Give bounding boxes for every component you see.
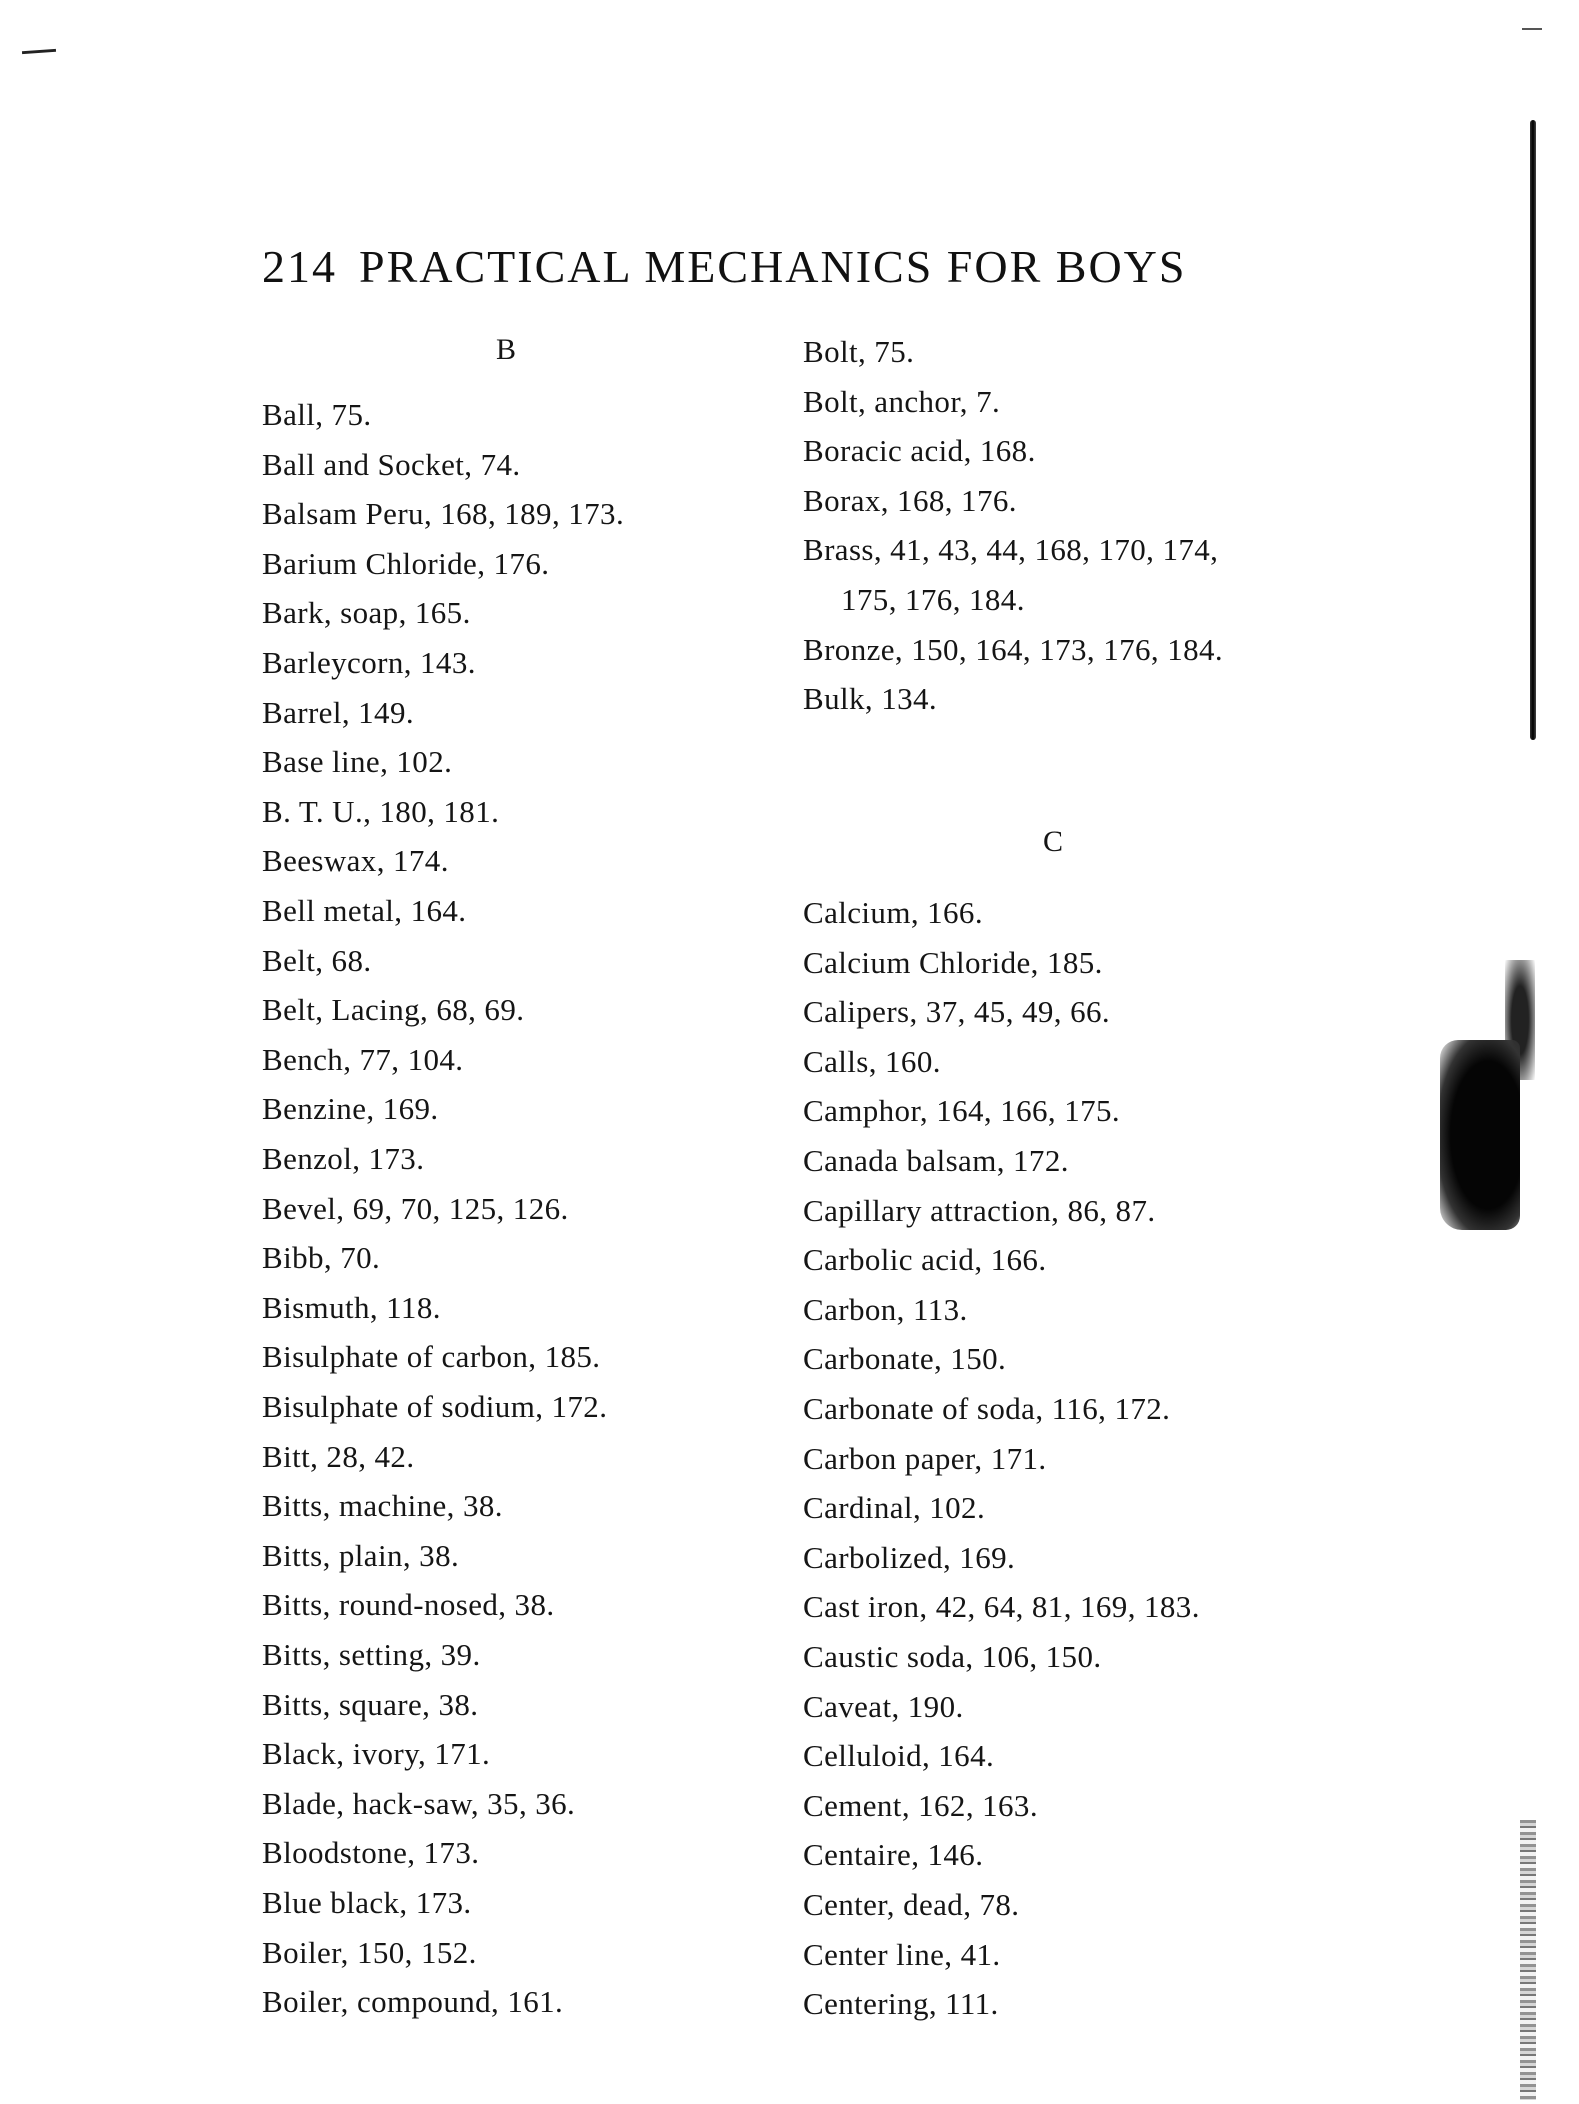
- index-entry: Bell metal, 164.: [262, 893, 467, 928]
- index-entry: Carbolic acid, 166.: [803, 1242, 1047, 1278]
- index-entry: Center, dead, 78.: [803, 1887, 1020, 1922]
- index-entry: Bitts, plain, 38.: [262, 1537, 460, 1573]
- index-entry: Belt, Lacing, 68, 69.: [262, 992, 525, 1028]
- index-entry: Bark, soap, 165.: [262, 595, 471, 631]
- index-entry: Center line, 41.: [803, 1936, 1001, 1972]
- scan-smudge: [1440, 1040, 1520, 1230]
- index-entry: Canada balsam, 172.: [803, 1143, 1069, 1178]
- index-entry: Bench, 77, 104.: [262, 1041, 464, 1077]
- scan-mark: [22, 49, 56, 54]
- index-entry: Benzine, 169.: [262, 1091, 439, 1127]
- index-entry: Carbon, 113.: [803, 1291, 968, 1327]
- index-entry: Barium Chloride, 176.: [262, 545, 550, 581]
- index-entry: Centering, 111.: [803, 1986, 999, 2022]
- index-entry: Balsam Peru, 168, 189, 173.: [262, 496, 625, 532]
- index-entry: Bibb, 70.: [262, 1240, 381, 1276]
- index-entry: Barrel, 149.: [262, 694, 415, 730]
- index-entry: Boiler, compound, 161.: [262, 1984, 564, 2020]
- index-entry: Caustic soda, 106, 150.: [803, 1639, 1102, 1674]
- index-entry: Bitts, machine, 38.: [262, 1488, 503, 1524]
- index-entry: Cement, 162, 163.: [803, 1787, 1038, 1823]
- index-entry: Bisulphate of sodium, 172.: [262, 1389, 608, 1424]
- index-entry: Cardinal, 102.: [803, 1490, 986, 1526]
- section-letter-b: B: [496, 333, 517, 366]
- index-entry: Brass, 41, 43, 44, 168, 170, 174,: [803, 532, 1219, 568]
- index-entry: Calcium Chloride, 185.: [803, 944, 1103, 980]
- index-entry: Bolt, anchor, 7.: [803, 383, 1001, 419]
- index-entry: Bitt, 28, 42.: [262, 1438, 415, 1474]
- index-entry: Carbon paper, 171.: [803, 1440, 1047, 1476]
- index-entry: 175, 176, 184.: [841, 582, 1025, 617]
- index-entry: Borax, 168, 176.: [803, 482, 1017, 518]
- index-entry: Blue black, 173.: [262, 1885, 472, 1920]
- index-entry: Boiler, 150, 152.: [262, 1934, 477, 1970]
- index-entry: Bronze, 150, 164, 173, 176, 184.: [803, 631, 1224, 667]
- index-entry: Beeswax, 174.: [262, 843, 449, 879]
- index-entry: Barleycorn, 143.: [262, 645, 476, 680]
- index-entry: Boracic acid, 168.: [803, 433, 1036, 469]
- index-entry: Belt, 68.: [262, 942, 372, 978]
- index-entry: Ball and Socket, 74.: [262, 446, 521, 482]
- index-entry: Calcium, 166.: [803, 895, 983, 930]
- index-entry: Bitts, square, 38.: [262, 1686, 479, 1722]
- book-title: PRACTICAL MECHANICS FOR BOYS: [359, 241, 1187, 292]
- running-header: [262, 240, 1312, 293]
- index-entry: Celluloid, 164.: [803, 1738, 995, 1774]
- index-entry: Centaire, 146.: [803, 1837, 984, 1873]
- index-entry: Carbolized, 169.: [803, 1539, 1016, 1575]
- scan-edge-noise: [1520, 1820, 1536, 2100]
- index-entry: Bevel, 69, 70, 125, 126.: [262, 1190, 569, 1226]
- index-entry: Blade, hack-saw, 35, 36.: [262, 1785, 576, 1821]
- index-entry: Carbonate of soda, 116, 172.: [803, 1391, 1171, 1426]
- index-entry: Bitts, setting, 39.: [262, 1637, 481, 1672]
- index-entry: Bulk, 134.: [803, 681, 938, 717]
- index-entry: Bitts, round-nosed, 38.: [262, 1587, 555, 1623]
- index-entry: B. T. U., 180, 181.: [262, 793, 500, 829]
- index-entry: Carbonate, 150.: [803, 1341, 1007, 1377]
- index-entry: Base line, 102.: [262, 744, 453, 780]
- index-entry: Camphor, 164, 166, 175.: [803, 1093, 1121, 1129]
- index-entry: Bolt, 75.: [803, 334, 915, 369]
- index-entry: Black, ivory, 171.: [262, 1736, 491, 1772]
- index-entry: Calipers, 37, 45, 49, 66.: [803, 994, 1111, 1030]
- section-letter-c: C: [1043, 825, 1064, 858]
- scan-mark: [1522, 28, 1542, 30]
- index-entry: Calls, 160.: [803, 1043, 941, 1079]
- index-entry: Ball, 75.: [262, 397, 372, 432]
- index-entry: Bisulphate of carbon, 185.: [262, 1339, 601, 1375]
- index-entry: Benzol, 173.: [262, 1141, 425, 1176]
- index-entry: Cast iron, 42, 64, 81, 169, 183.: [803, 1589, 1200, 1625]
- index-entry: Capillary attraction, 86, 87.: [803, 1192, 1156, 1228]
- page-number: 214: [262, 241, 337, 292]
- index-entry: Caveat, 190.: [803, 1688, 964, 1724]
- index-entry: Bismuth, 118.: [262, 1289, 441, 1325]
- binding-shadow: [1530, 120, 1536, 740]
- index-entry: Bloodstone, 173.: [262, 1835, 480, 1871]
